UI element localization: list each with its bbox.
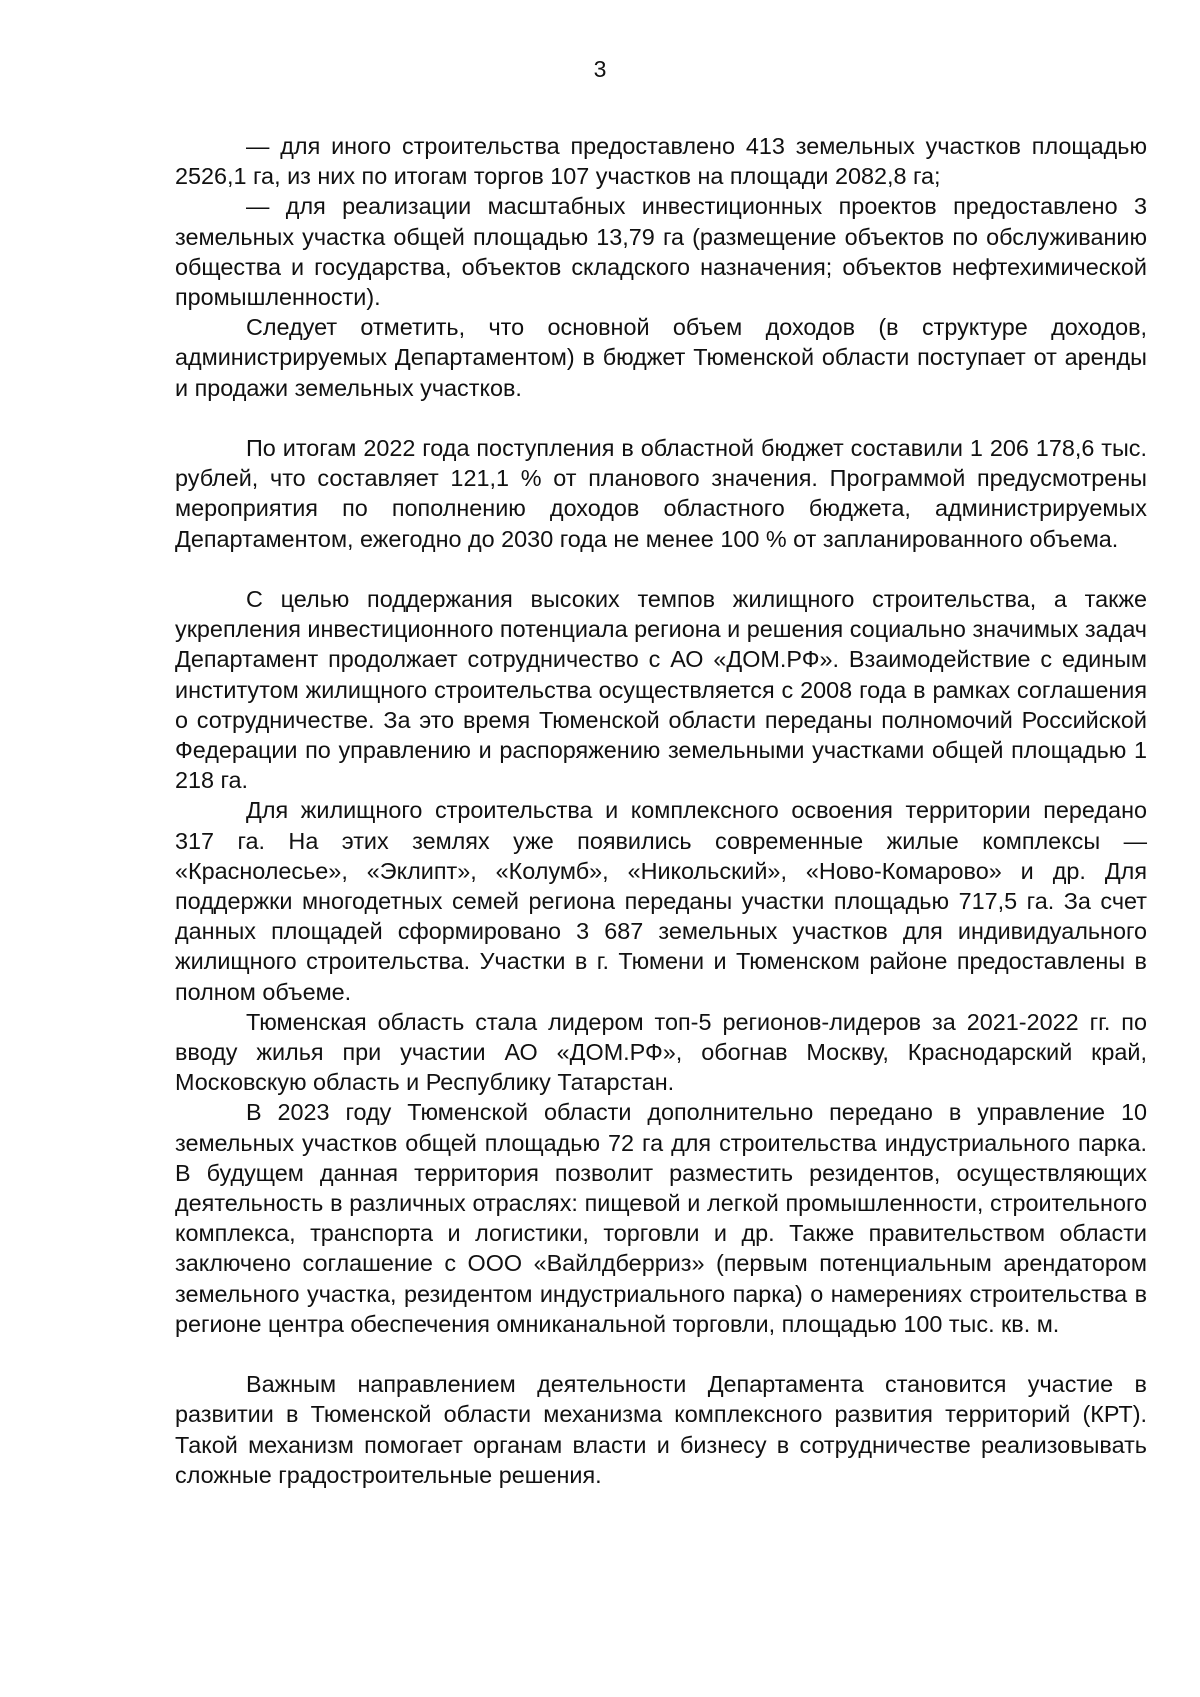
- paragraph-other-construction: — для иного строительства предоставлено 413 земельных участков площадью 2526,1 га, из них по итогам торгов 107 участков на площади 2082,8 га;: [175, 133, 1147, 190]
- paragraph-housing-construction: Для жилищного строительства и комплексного освоения территории передано 317 га. На этих землях уже появились современные жилые комплексы — «Краснолесье», «Эклипт», «Колумб», «Никольский», «Ново-Комарово» и др. Для поддержки многодетных семей региона переданы участки площадью 717,5 га. За счет данных площадей сформировано 3 687 земельных участков для индивидуального жилищного строительства. Участки в г. Тюмени и Тюменском районе предоставлены в полном объеме.: [175, 797, 1147, 1005]
- paragraph-krt-mechanism: Важным направлением деятельности Департамента становится участие в развитии в Тюменской области механизма комплексного развития территорий (КРТ). Такой механизм помогает органам власти и бизнесу в сотрудничестве реализовывать сложные градостроительные решения.: [175, 1371, 1147, 1488]
- paragraph-revenue-structure: Следует отметить, что основной объем доходов (в структуре доходов, администрируемых Департаментом) в бюджет Тюменской области поступает от аренды и продажи земельных участков.: [175, 314, 1147, 401]
- paragraph-dom-rf-cooperation: С целью поддержания высоких темпов жилищного строительства, а также укрепления инвестиционного потенциала региона и решения социально значимых задач Департамент продолжает сотрудничество с АО «ДОМ.РФ». Взаимодействие с единым институтом жилищного строительства осуществляется с 2008 года в рамках соглашения о сотрудничестве. За это время Тюменской области переданы полномочий Российской Федерации по управлению и распоряжению земельными участками общей площадью 1 218 га.: [175, 586, 1147, 794]
- paragraph-industrial-park: В 2023 году Тюменской области дополнительно передано в управление 10 земельных участков общей площадью 72 га для строительства индустриального парка. В будущем данная территория позволит разместить резидентов, осуществляющих деятельность в различных отраслях: пищевой и легкой промышленности, строительного комплекса, транспорта и логистики, торговли и др. Также правительством области заключено соглашение с ООО «Вайлдберриз» (первым потенциальным арендатором земельного участка, резидентом индустриального парка) о намерениях строительства в регионе центра обеспечения омниканальной торговли, площадью 100 тыс. кв. м.: [175, 1099, 1147, 1337]
- page-number: 3: [593, 56, 607, 82]
- paragraph-region-leader: Тюменская область стала лидером топ-5 регионов-лидеров за 2021-2022 гг. по вводу жилья при участии АО «ДОМ.РФ», обогнав Москву, Краснодарский край, Московскую область и Республику Татарстан.: [175, 1008, 1147, 1096]
- document-body: [175, 131, 1147, 1490]
- paragraph-investment-projects: — для реализации масштабных инвестиционных проектов предоставлено 3 земельных участка общей площадью 13,79 га (размещение объектов по обслуживанию общества и государства, объектов складского назначения; объектов нефтехимической промышленности).: [175, 193, 1147, 311]
- paragraph-budget-results: По итогам 2022 года поступления в областной бюджет составили 1 206 178,6 тыс. рублей, что составляет 121,1 % от планового значения. Программой предусмотрены мероприятия по пополнению доходов областного бюджета, администрируемых Департаментом, ежегодно до 2030 года не менее 100 % от запланированного объема.: [175, 435, 1147, 552]
